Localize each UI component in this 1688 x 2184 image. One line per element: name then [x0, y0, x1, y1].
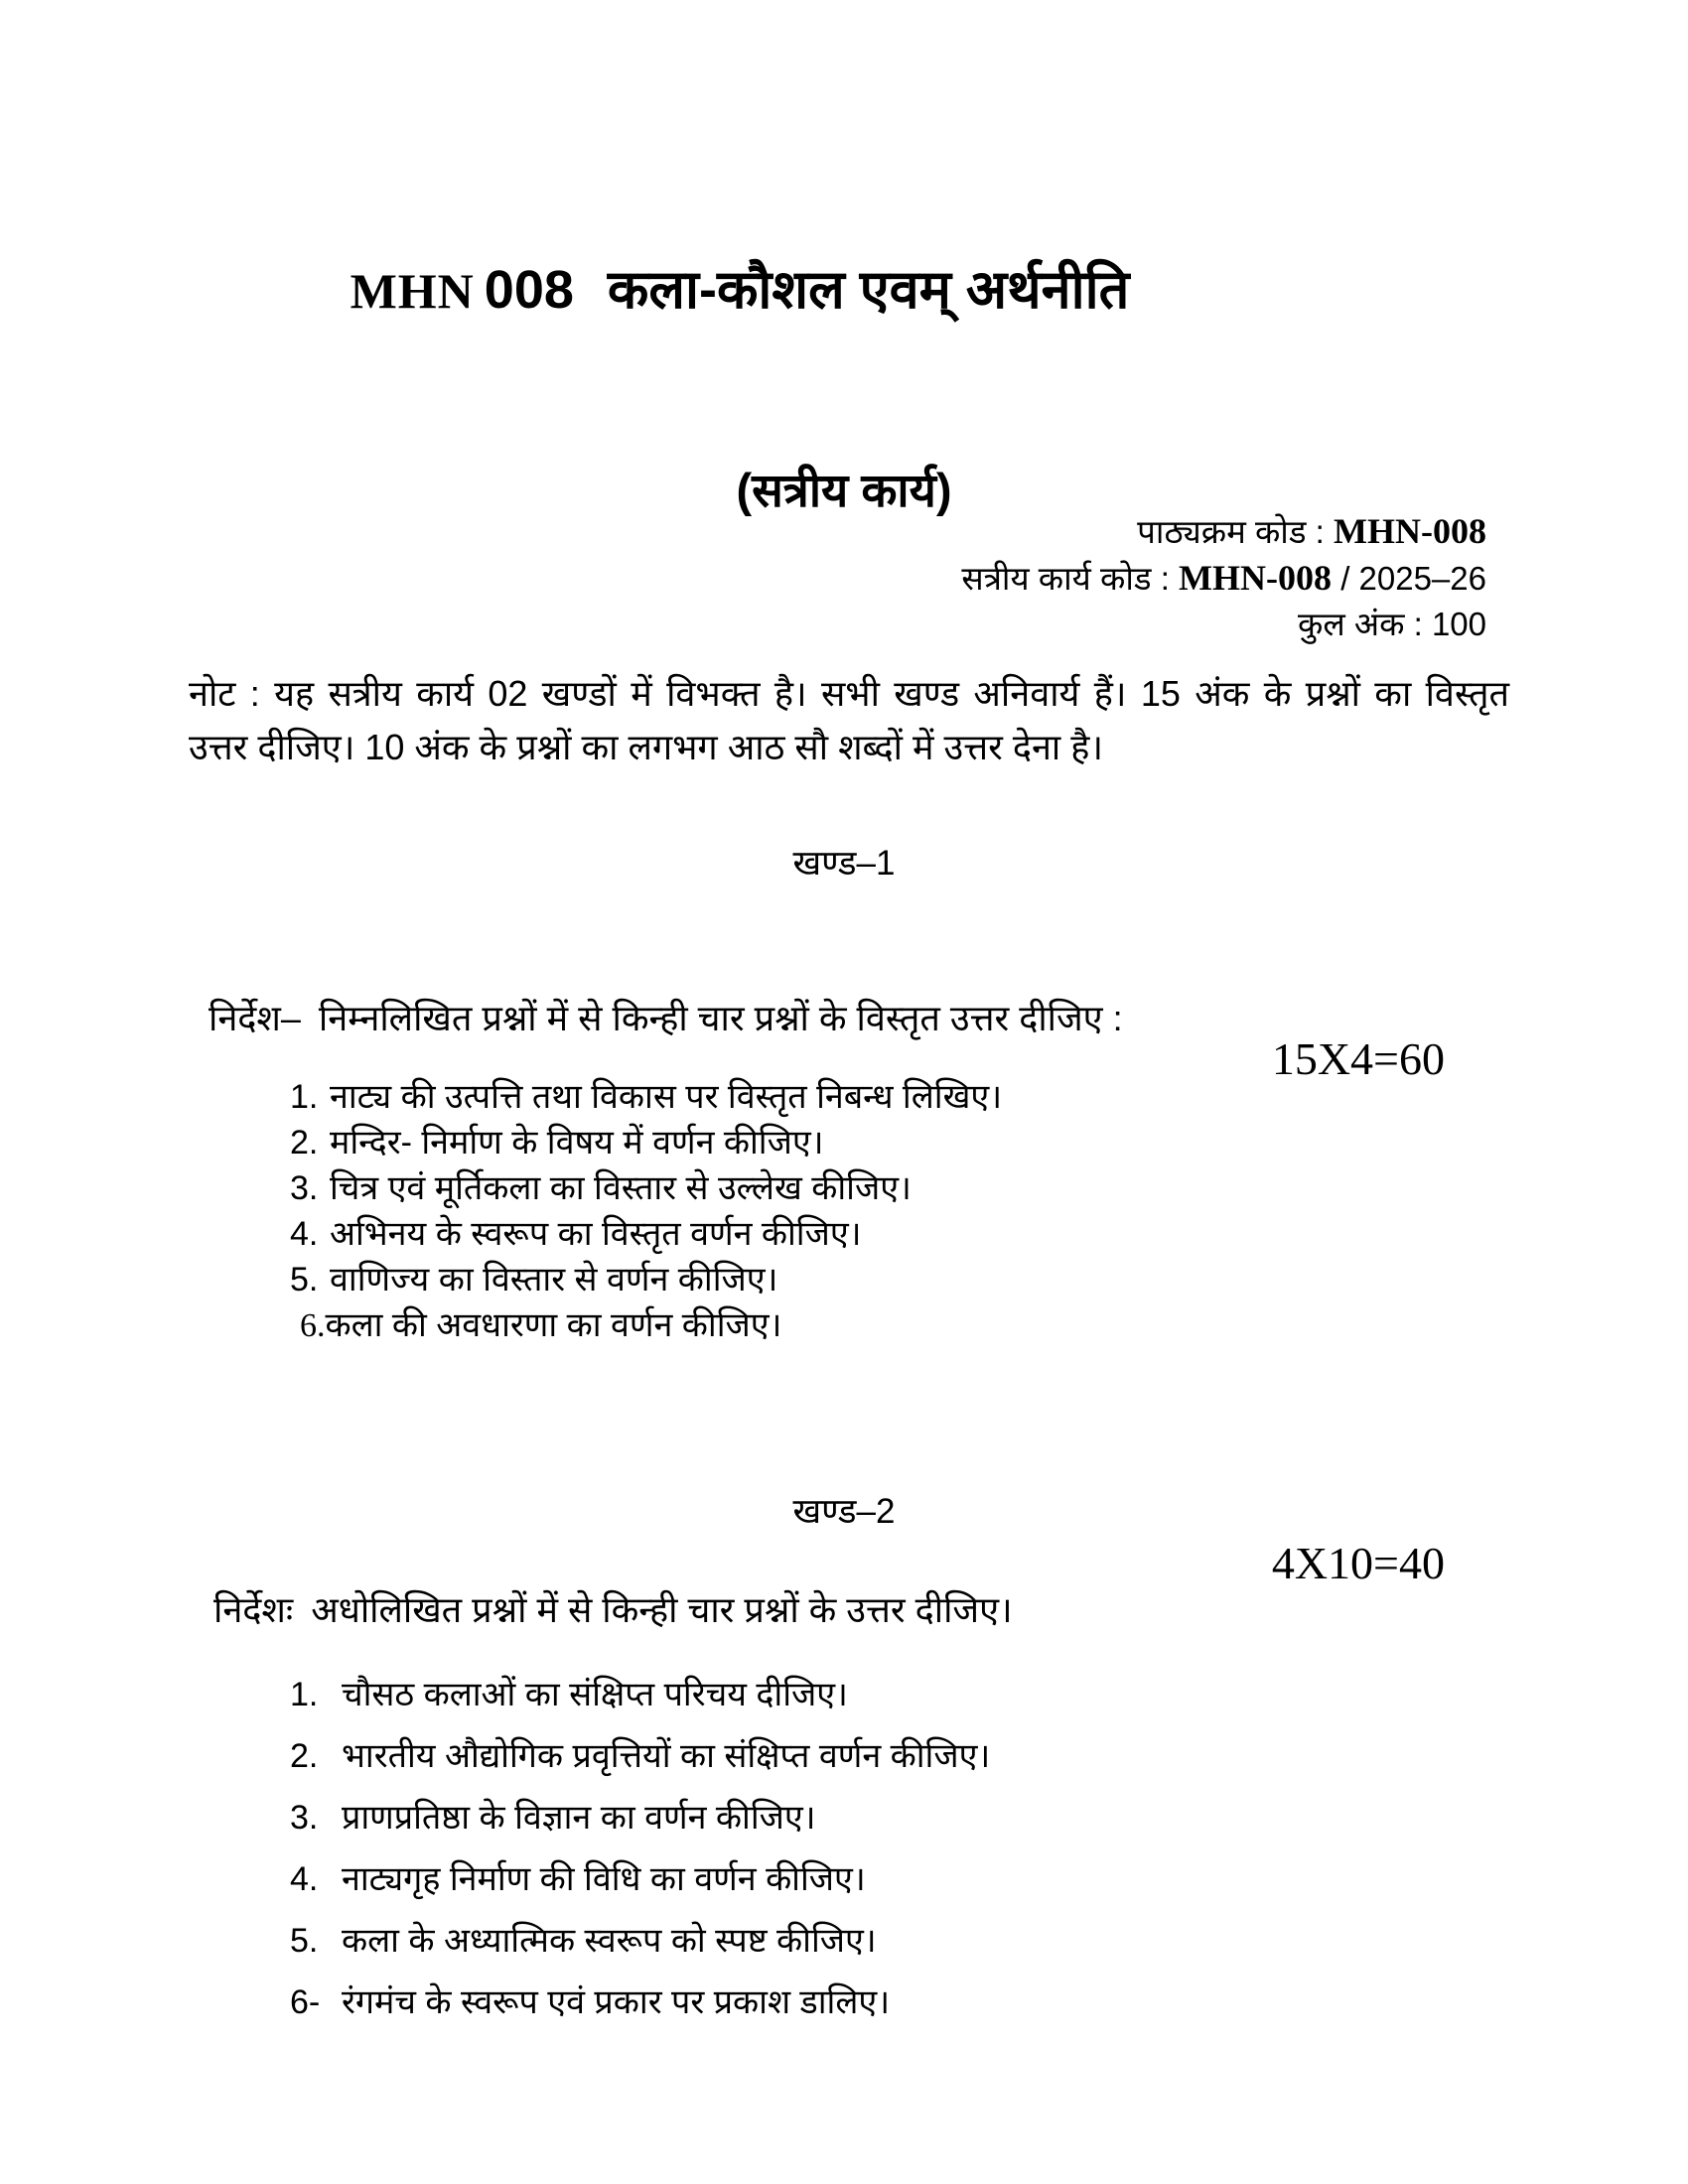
assignment-session: / 2025–26 [1340, 560, 1486, 597]
section-2-instruction [213, 1584, 1013, 1633]
note-line-1: नोट : यह सत्रीय कार्य 02 खण्डों में विभक्त है। सभी खण्ड अनिवार्य हैं। 15 अंक के प्रश्नों का विस्तृत [189, 673, 1509, 714]
assignment-code-value: MHN-008 [1179, 558, 1333, 598]
meta-block [961, 508, 1486, 647]
question-number: 1. [290, 1676, 319, 1713]
question-number: 1. [290, 1078, 319, 1116]
question-row [290, 1725, 990, 1787]
section-1-heading: खण्ड–1 [792, 844, 896, 883]
page-title [0, 250, 1479, 324]
question-text: भारतीय औद्योगिक प्रवृत्तियों का संक्षिप्त वर्णन कीजिए। [342, 1737, 991, 1775]
note-paragraph [189, 667, 1509, 774]
course-code-prefix: MHN [350, 263, 475, 319]
course-code-label: पाठ्यक्रम कोड : [1137, 513, 1325, 550]
course-code-line [961, 508, 1486, 555]
section-2-instruction-text: अधोलिखित प्रश्नों में से किन्ही चार प्रश्नों के उत्तर दीजिए। [311, 1589, 1013, 1630]
question-text: नाट्यगृह निर्माण की विधि का वर्णन कीजिए। [342, 1860, 866, 1898]
question-number: 3. [290, 1799, 319, 1837]
question-text: रंगमंच के स्वरूप एवं प्रकार पर प्रकाश डालिए। [342, 1983, 891, 2021]
question-row [300, 1302, 1002, 1348]
question-number: 3. [290, 1169, 319, 1207]
section-1-marks: 15X4=60 [1271, 1033, 1445, 1084]
question-number: 4. [290, 1860, 319, 1898]
question-number: 5. [290, 1922, 319, 1960]
question-number: 5. [290, 1261, 319, 1298]
question-number: 2. [290, 1124, 319, 1161]
question-text: चौसठ कलाओं का संक्षिप्त परिचय दीजिए। [342, 1676, 848, 1713]
question-number: 6- [290, 1983, 321, 2021]
section-1-instruction-text: निम्नलिखित प्रश्नों में से किन्ही चार प्रश्नों के विस्तृत उत्तर दीजिए : [318, 998, 1123, 1038]
question-row [290, 1211, 1002, 1257]
question-text: अभिनय के स्वरूप का विस्तृत वर्णन कीजिए। [330, 1215, 862, 1253]
question-row [290, 1910, 990, 1972]
question-text: कला के अध्यात्मिक स्वरूप को स्पष्ट कीजिए। [342, 1922, 877, 1960]
question-text: मन्दिर- निर्माण के विषय में वर्णन कीजिए। [330, 1124, 824, 1161]
question-text: चित्र एवं मूर्तिकला का विस्तार से उल्लेख कीजिए। [330, 1169, 912, 1207]
assignment-code-label: सत्रीय कार्य कोड : [961, 560, 1170, 597]
question-row [290, 1664, 990, 1725]
question-row [290, 1848, 990, 1910]
course-code-number: 008 [484, 260, 574, 320]
course-title-hindi: कला-कौशल एवम् अर्थनीति [607, 260, 1130, 320]
total-marks-label: कुल अंक : [1297, 606, 1423, 642]
page-subtitle: (सत्रीय कार्य) [736, 464, 952, 516]
question-text: प्राणप्रतिष्ठा के विज्ञान का वर्णन कीजिए। [342, 1799, 816, 1837]
section-1-question-list [290, 1074, 1002, 1348]
question-row [290, 1074, 1002, 1120]
section-1-instruction [209, 993, 1123, 1041]
section-2-instruction-label: निर्देशः [213, 1589, 294, 1630]
note-line-2: उत्तर दीजिए। 10 अंक के प्रश्नों का लगभग आठ सौ शब्दों में उत्तर देना है। [189, 727, 1104, 767]
section-2-heading: खण्ड–2 [792, 1492, 896, 1531]
total-marks-value: 100 [1431, 606, 1486, 642]
question-number: 2. [290, 1737, 319, 1775]
question-text: नाट्य की उत्पत्ति तथा विकास पर विस्तृत निबन्ध लिखिए। [330, 1078, 1003, 1116]
section-2-question-list [290, 1664, 990, 2033]
course-code-value: MHN-008 [1334, 511, 1486, 551]
question-row [290, 1787, 990, 1848]
section-1-instruction-label: निर्देश– [209, 998, 301, 1038]
section-2-marks: 4X10=40 [1271, 1538, 1445, 1588]
question-text: कला की अवधारणा का वर्णन कीजिए। [325, 1306, 782, 1344]
question-row [290, 1165, 1002, 1211]
question-number: 4. [290, 1215, 319, 1253]
question-row [290, 1257, 1002, 1302]
question-row [290, 1120, 1002, 1165]
question-number: 6. [300, 1307, 326, 1344]
assignment-code-line [961, 555, 1486, 602]
total-marks-line [961, 602, 1486, 647]
question-text: वाणिज्य का विस्तार से वर्णन कीजिए। [330, 1261, 778, 1298]
question-row [290, 1972, 990, 2033]
